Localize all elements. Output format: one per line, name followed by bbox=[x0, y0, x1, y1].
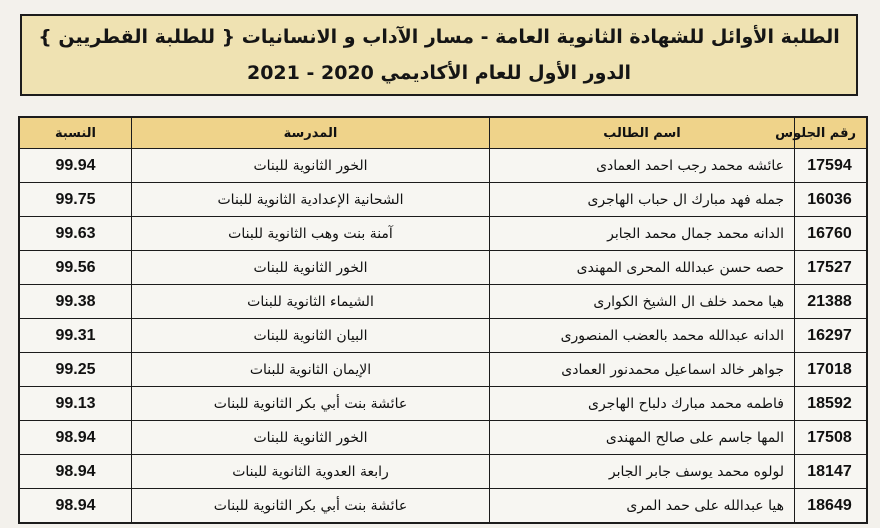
table-row bbox=[20, 149, 866, 183]
percentage-cell: 99.63 bbox=[20, 217, 131, 251]
page-subtitle: الدور الأول للعام الأكاديمي 2020 - 2021 bbox=[246, 62, 632, 84]
percentage-cell: 99.13 bbox=[20, 387, 131, 421]
seat-number-cell: 17527 bbox=[794, 251, 866, 285]
percentage-cell: 99.25 bbox=[20, 353, 131, 387]
student-name-cell: جواهر خالد اسماعيل محمدنور العمادى bbox=[489, 353, 794, 387]
table-row bbox=[20, 353, 866, 387]
student-name-cell: لولوه محمد يوسف جابر الجابر bbox=[489, 455, 794, 489]
table-row bbox=[20, 183, 866, 217]
percentage-cell: 98.94 bbox=[20, 455, 131, 489]
table-row bbox=[20, 455, 866, 489]
table-header-row bbox=[20, 118, 866, 149]
school-cell: عائشة بنت أبي بكر الثانوية للبنات bbox=[131, 489, 489, 522]
results-table bbox=[18, 116, 868, 524]
student-name-cell: الدانه عبدالله محمد بالعضب المنصورى bbox=[489, 319, 794, 353]
seat-number-cell: 16036 bbox=[794, 183, 866, 217]
student-name-cell: جمله فهد مبارك ال حباب الهاجرى bbox=[489, 183, 794, 217]
student-name-cell: عائشه محمد رجب احمد العمادى bbox=[489, 149, 794, 183]
header-box bbox=[20, 14, 858, 96]
table-row bbox=[20, 319, 866, 353]
seat-number-cell: 18649 bbox=[794, 489, 866, 522]
school-cell: آمنة بنت وهب الثانوية للبنات bbox=[131, 217, 489, 251]
seat-number-cell: 17508 bbox=[794, 421, 866, 455]
table-row bbox=[20, 421, 866, 455]
seat-number-cell: 18592 bbox=[794, 387, 866, 421]
school-cell: الإيمان الثانوية للبنات bbox=[131, 353, 489, 387]
column-header-percentage: النسبة bbox=[20, 118, 131, 149]
student-name-cell: حصه حسن عبدالله المحرى المهندى bbox=[489, 251, 794, 285]
student-name-cell: المها جاسم على صالح المهندى bbox=[489, 421, 794, 455]
table-row bbox=[20, 285, 866, 319]
school-cell: عائشة بنت أبي بكر الثانوية للبنات bbox=[131, 387, 489, 421]
percentage-cell: 99.38 bbox=[20, 285, 131, 319]
seat-number-cell: 16297 bbox=[794, 319, 866, 353]
seat-number-cell: 17594 bbox=[794, 149, 866, 183]
student-name-cell: هيا عبدالله على حمد المرى bbox=[489, 489, 794, 522]
school-cell: رابعة العدوية الثانوية للبنات bbox=[131, 455, 489, 489]
school-cell: الخور الثانوية للبنات bbox=[131, 421, 489, 455]
percentage-cell: 99.31 bbox=[20, 319, 131, 353]
school-cell: البيان الثانوية للبنات bbox=[131, 319, 489, 353]
student-name-cell: هيا محمد خلف ال الشيخ الكوارى bbox=[489, 285, 794, 319]
table-row bbox=[20, 387, 866, 421]
school-cell: الخور الثانوية للبنات bbox=[131, 149, 489, 183]
school-cell: الخور الثانوية للبنات bbox=[131, 251, 489, 285]
table-row bbox=[20, 489, 866, 522]
column-header-seat-number: رقم الجلوس bbox=[794, 118, 866, 149]
page-title: الطلبة الأوائل للشهادة الثانوية العامة - مسار الآداب و الانسانيات { للطلبة القطريين } bbox=[38, 26, 840, 48]
seat-number-cell: 17018 bbox=[794, 353, 866, 387]
table-row bbox=[20, 251, 866, 285]
student-name-cell: الدانه محمد جمال محمد الجابر bbox=[489, 217, 794, 251]
column-header-student-name: اسم الطالب bbox=[489, 118, 794, 149]
student-name-cell: فاطمه محمد مبارك دلباح الهاجرى bbox=[489, 387, 794, 421]
seat-number-cell: 18147 bbox=[794, 455, 866, 489]
table-row bbox=[20, 217, 866, 251]
seat-number-cell: 21388 bbox=[794, 285, 866, 319]
seat-number-cell: 16760 bbox=[794, 217, 866, 251]
school-cell: الشحانية الإعدادية الثانوية للبنات bbox=[131, 183, 489, 217]
percentage-cell: 98.94 bbox=[20, 421, 131, 455]
percentage-cell: 98.94 bbox=[55, 496, 96, 514]
percentage-cell: 99.75 bbox=[20, 183, 131, 217]
percentage-cell: 99.94 bbox=[20, 149, 131, 183]
school-cell: الشيماء الثانوية للبنات bbox=[131, 285, 489, 319]
percentage-cell: 99.56 bbox=[20, 251, 131, 285]
column-header-school: المدرسة bbox=[131, 118, 489, 149]
